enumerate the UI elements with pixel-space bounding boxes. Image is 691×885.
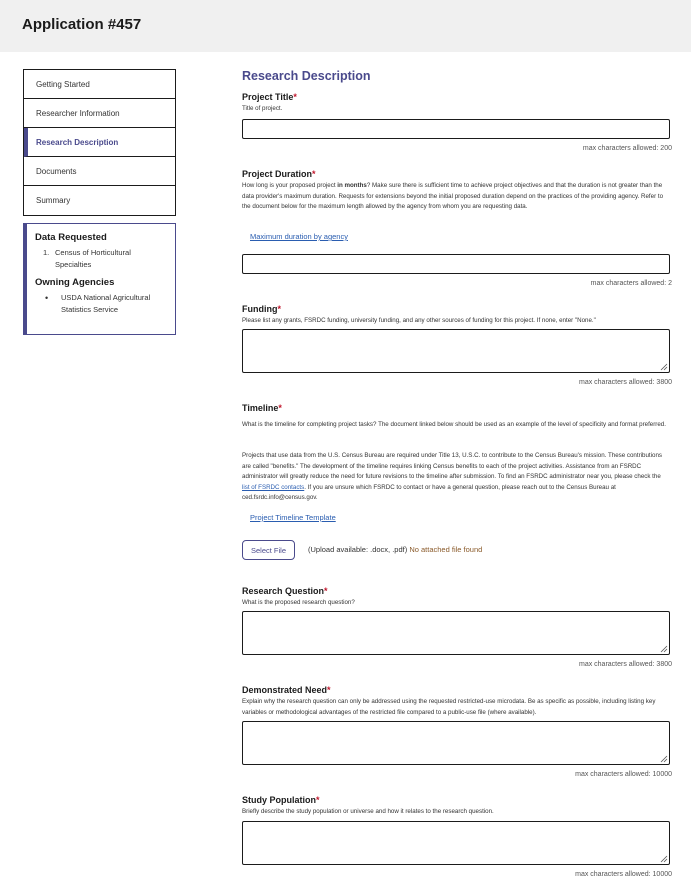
required-marker: * <box>278 403 282 413</box>
funding-label: Funding* <box>242 304 282 314</box>
demonstrated-need-label: Demonstrated Need* <box>242 685 331 695</box>
sidebar-item-getting-started[interactable] <box>24 70 175 99</box>
research-question-textarea[interactable] <box>242 611 670 655</box>
funding-help: Please list any grants, FSRDC funding, university funding, and any other sources of funding for this project. If none, enter "None." <box>242 317 596 324</box>
demonstrated-need-textarea[interactable] <box>242 721 670 765</box>
list-item-label: USDA National Agricultural Statistics Service <box>61 293 151 314</box>
sidebar-item-label: Documents <box>36 166 77 176</box>
project-title-label: Project Title* <box>242 92 297 102</box>
resize-grip-icon[interactable] <box>660 645 668 653</box>
resize-grip-icon[interactable] <box>660 363 668 371</box>
upload-format-note: (Upload available: .docx, .pdf) <box>308 545 408 554</box>
research-question-label: Research Question* <box>242 586 328 596</box>
project-duration-input[interactable] <box>242 254 670 274</box>
sidebar-item-label: Getting Started <box>36 79 90 89</box>
research-question-help: What is the proposed research question? <box>242 599 355 606</box>
project-title-max-chars: max characters allowed: 200 <box>582 145 672 152</box>
data-summary-panel <box>23 223 176 335</box>
bullet-icon: • <box>45 293 49 303</box>
sidebar-item-summary[interactable] <box>24 186 175 215</box>
required-marker: * <box>324 586 328 596</box>
resize-grip-icon[interactable] <box>660 755 668 763</box>
timeline-help: What is the timeline for completing project tasks? The document linked below should be used as an example of the level of specificity and format preferred. <box>242 421 666 428</box>
required-marker: * <box>312 169 316 179</box>
owning-agencies-heading: Owning Agencies <box>35 277 115 288</box>
study-population-help: Briefly describe the study population or universe and how it relates to the research question. <box>242 808 494 815</box>
fsrdc-contacts-link[interactable]: list of FSRDC contacts <box>242 483 305 491</box>
project-duration-help: How long is your proposed project in months? Make sure there is sufficient time to achieve project objectives and that the duration is not greater than the data provider's maximum duration. Requests for extensions beyond the initial proposed duration depend on the practices of the providing agency. Refer to the document below for the maximum length allowed by the agency from whom you are requesting data. <box>242 182 664 210</box>
sidebar-item-label: Researcher Information <box>36 108 120 118</box>
demonstrated-need-help: Explain why the research question can only be addressed using the requested restricted-use microdata. Be as specific as possible, including listing key variables or methodological advantages of the restricted file compared to a public-use file (where available). <box>242 698 656 716</box>
project-title-help: Title of project. <box>242 105 283 112</box>
page-title: Application #457 <box>22 16 142 33</box>
project-title-input[interactable] <box>242 119 670 139</box>
sidebar-item-label: Research Description <box>36 137 119 147</box>
select-file-button[interactable]: Select File <box>242 540 295 560</box>
sidebar-item-label: Summary <box>36 196 71 205</box>
required-marker: * <box>316 795 320 805</box>
funding-textarea[interactable] <box>242 329 670 373</box>
demonstrated-need-max-chars: max characters allowed: 10000 <box>575 771 672 778</box>
project-duration-label: Project Duration* <box>242 169 316 179</box>
list-item-label: Census of Horticultural Specialties <box>55 248 131 269</box>
side-navigation <box>23 69 176 216</box>
list-item <box>35 247 167 271</box>
data-requested-heading: Data Requested <box>35 232 107 243</box>
timeline-benefits-help: Projects that use data from the U.S. Census Bureau are required under Title 13, U.S.C. to contribute to the Census Bureau's mission. These contributions are called "benefits." The development of the timeline requires linking Census benefits to each of the project activities. Assistance from an FSRDC administrator will greatly reduce the need for future revisions to the timeline after submission. To find an FSRDC administrator near you, please check the list of FSRDC contacts. If you are unsure which FSRDC to contact or have a general question, please reach out to the Census Bureau at ced.fsrdc.info@census.gov. <box>242 452 662 501</box>
resize-grip-icon[interactable] <box>660 855 668 863</box>
required-marker: * <box>293 92 297 102</box>
file-upload-info <box>308 545 482 554</box>
section-title: Research Description <box>242 69 371 83</box>
sidebar-item-researcher-information[interactable] <box>24 99 175 128</box>
required-marker: * <box>327 685 331 695</box>
sidebar-item-research-description[interactable] <box>24 128 175 157</box>
timeline-label: Timeline* <box>242 403 282 413</box>
project-timeline-template-link[interactable]: Project Timeline Template <box>250 513 336 522</box>
project-duration-max-chars: max characters allowed: 2 <box>590 280 672 287</box>
maximum-duration-link[interactable]: Maximum duration by agency <box>250 232 348 241</box>
file-status: No attached file found <box>409 545 483 554</box>
sidebar-item-documents[interactable] <box>24 157 175 186</box>
list-item <box>35 292 167 316</box>
header-bar <box>0 0 691 52</box>
study-population-textarea[interactable] <box>242 821 670 865</box>
research-question-max-chars: max characters allowed: 3800 <box>579 661 672 668</box>
study-population-max-chars: max characters allowed: 10000 <box>575 871 672 878</box>
required-marker: * <box>277 304 282 314</box>
list-item-number: 1. <box>43 248 50 257</box>
study-population-label: Study Population* <box>242 795 320 805</box>
funding-max-chars: max characters allowed: 3800 <box>579 379 672 386</box>
